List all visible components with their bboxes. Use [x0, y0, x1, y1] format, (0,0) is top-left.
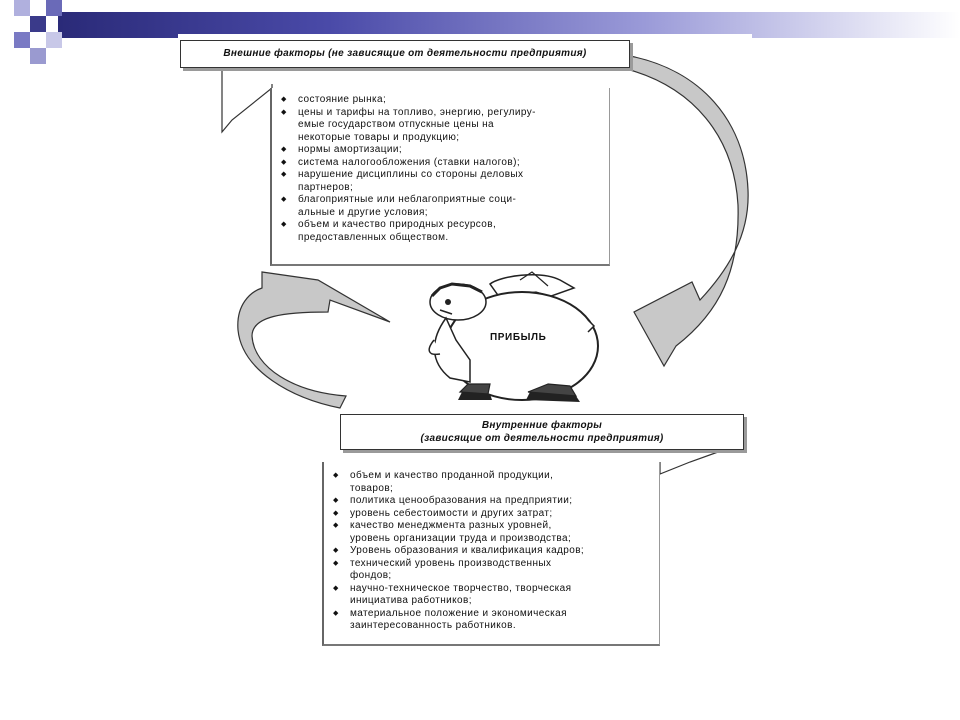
external-items — [272, 94, 609, 244]
external-factors-title — [180, 40, 630, 68]
internal-items — [324, 470, 659, 633]
internal-factors-title — [340, 414, 744, 450]
internal-title-line1: Внутренние факторы — [481, 420, 603, 431]
internal-factor-item: ◆ технический уровень производственных фондов; — [324, 558, 659, 583]
internal-factor-item: ◆ политика ценообразования на предприятии; — [324, 495, 659, 508]
internal-factor-item: ◆ материальное положение и экономическая заинтересованность работников. — [324, 608, 659, 633]
internal-factor-item: ◆ Уровень образования и квалификация кадров; — [324, 545, 659, 558]
internal-factor-item: ◆ уровень себестоимости и других затрат; — [324, 508, 659, 521]
external-factor-item: ◆ благоприятные или неблагоприятные соци- альные и другие условия; — [272, 194, 609, 219]
curved-arrow-left — [238, 272, 390, 408]
internal-factor-item: ◆ качество менеджмента разных уровней, уровень организации труда и производства; — [324, 520, 659, 545]
external-factor-item: ◆ нарушение дисциплины со стороны деловых партнеров; — [272, 169, 609, 194]
external-factor-item: ◆ состояние рынка; — [272, 94, 609, 107]
external-factor-item: ◆ цены и тарифы на топливо, энергию, регулиру- емые государством отпускные цены на некоторые товары и продукцию; — [272, 107, 609, 145]
external-factor-item: ◆ система налогообложения (ставки налогов); — [272, 157, 609, 170]
pointer-top-left — [222, 70, 272, 132]
internal-factors-list — [322, 462, 660, 646]
external-title-text: Внешние факторы (не зависящие от деятельности предприятия) — [223, 48, 587, 59]
pointer-bottom-right — [660, 452, 718, 474]
external-factor-item: ◆ нормы амортизации; — [272, 144, 609, 157]
internal-factor-item: ◆ научно-техническое творчество, творческая инициатива работников; — [324, 583, 659, 608]
curved-arrow-right — [630, 56, 748, 366]
external-factors-list — [270, 88, 610, 266]
profit-label: ПРИБЫЛЬ — [490, 332, 547, 343]
internal-title-line2: (зависящие от деятельности предприятия) — [420, 433, 664, 444]
external-factor-item: ◆ объем и качество природных ресурсов, предоставленных обществом. — [272, 219, 609, 244]
internal-factor-item: ◆ объем и качество проданной продукции, товаров; — [324, 470, 659, 495]
